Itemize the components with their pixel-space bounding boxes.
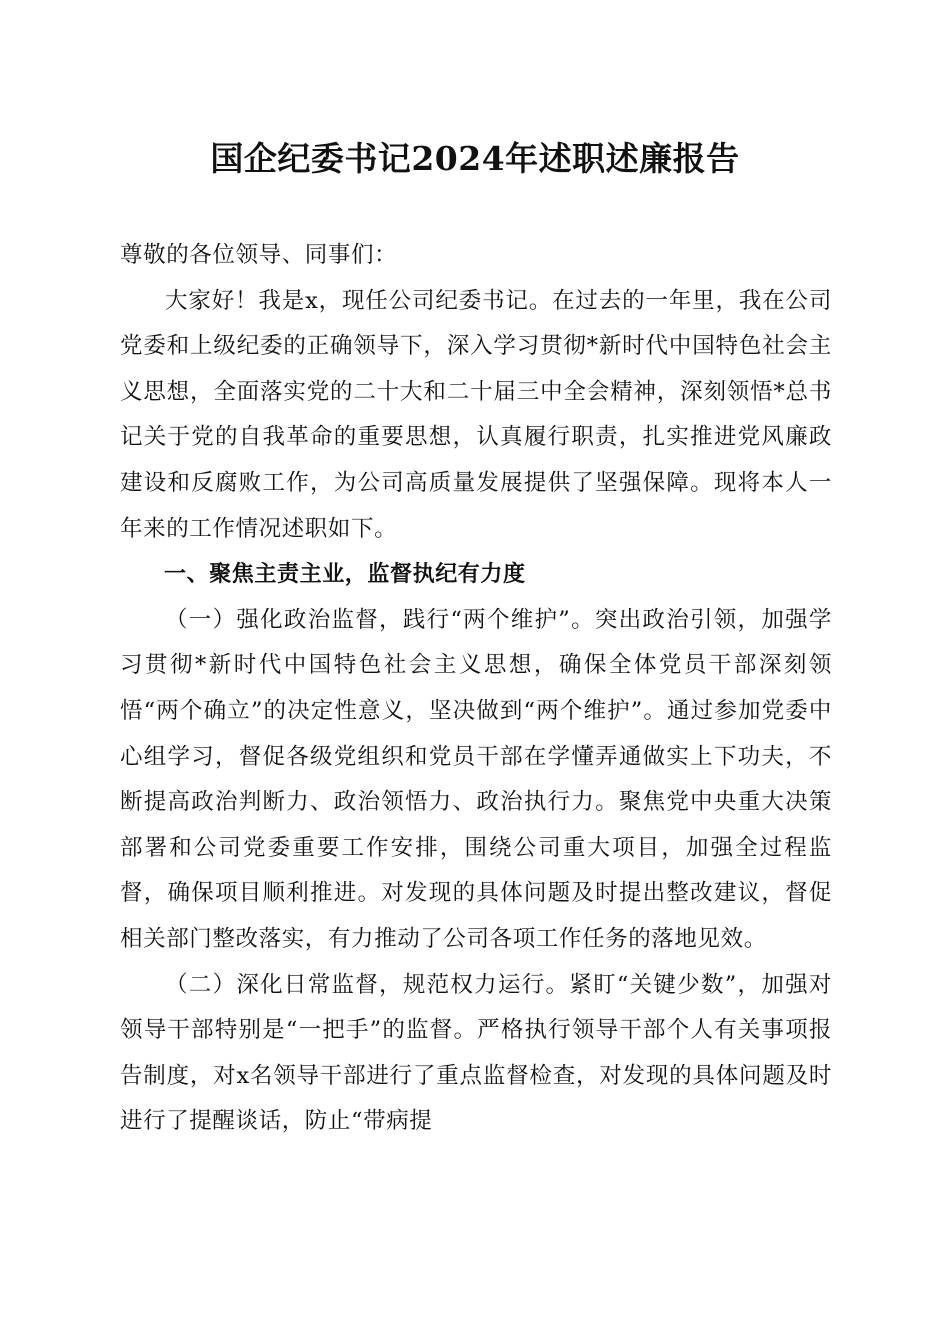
intro-paragraph: 大家好！我是x，现任公司纪委书记。在过去的一年里，我在公司党委和上级纪委的正确领导下，深入学习贯彻*新时代中国特色社会主义思想，全面落实党的二十大和二十届三中全会精神，深刻领悟*总书记关于党的自我革命的重要思想，认真履行职责，扎实推进党风廉政建设和反腐败工作，为公司高质量发展提供了坚强保障。现将本人一年来的工作情况述职如下。 [120, 287, 832, 542]
salutation: 尊敬的各位领导、同事们： [120, 242, 398, 268]
section-heading: 一、聚焦主责主业，监督执纪有力度 [164, 562, 526, 588]
body-paragraph: （一）强化政治监督，践行“两个维护”。突出政治引领，加强学习贯彻*新时代中国特色社会主义思想，确保全体党员干部深刻领悟“两个确立”的决定性意义，坚决做到“两个维护”。通过参加党委中心组学习，督促各级党组织和党员干部在学懂弄通做实上下功夫，不断提高政治判断力、政治领悟力、政治执行力。聚焦党中央重大决策部署和公司党委重要工作安排，围绕公司重大项目，加强全过程监督，确保项目顺利推进。对发现的具体问题及时提出整改建议，督促相关部门整改落实，有力推动了公司各项工作任务的落地见效。 [120, 606, 832, 952]
document-title: 国企纪委书记2024年述职述廉报告 [210, 139, 740, 178]
document-body [120, 233, 832, 1145]
body-paragraph: （二）深化日常监督，规范权力运行。紧盯“关键少数”，加强对领导干部特别是“一把手”的监督。严格执行领导干部个人有关事项报告制度，对x名领导干部进行了重点监督检查，对发现的具体问题及时进行了提醒谈话，防止“带病提 [120, 971, 832, 1135]
